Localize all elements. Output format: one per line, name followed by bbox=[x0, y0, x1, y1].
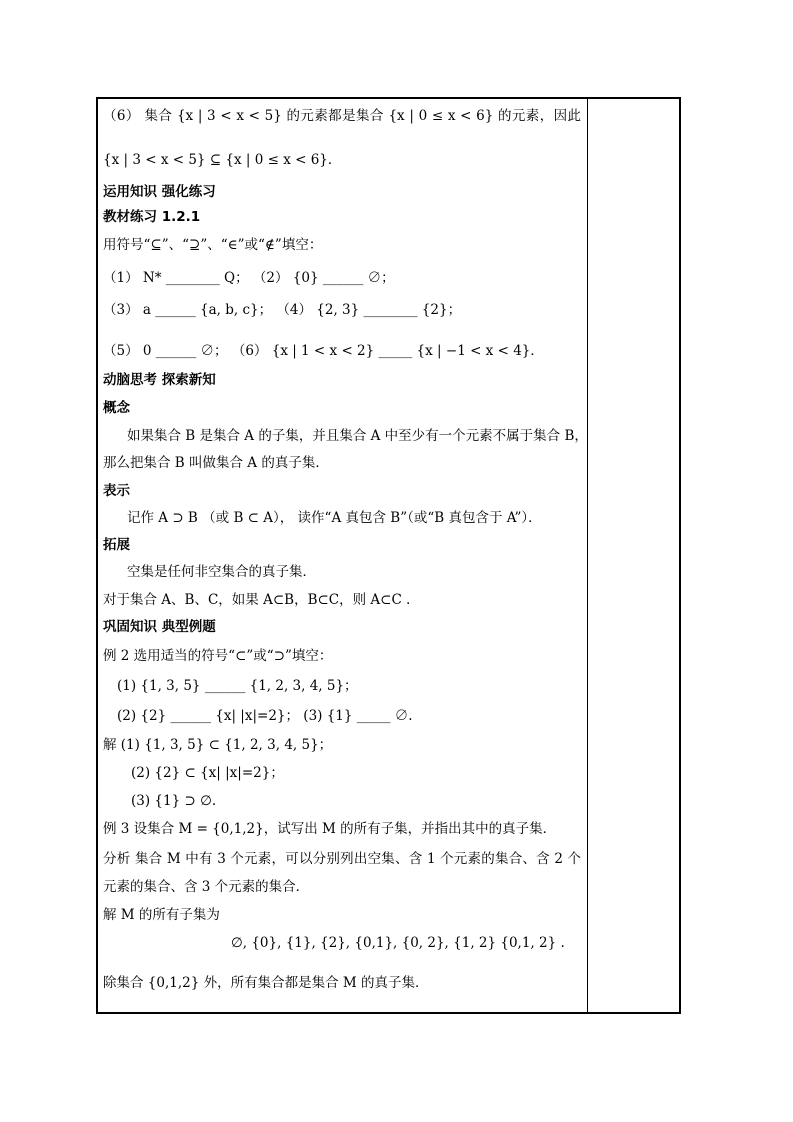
example-line: (1) {1, 3, 5} ______ {1, 2, 3, 4, 5}； bbox=[117, 678, 358, 694]
text-line: 用符号“⊆”、“⊇”、“∈”或“∉”填空： bbox=[103, 237, 323, 253]
text-line: 记作 A ⊃ B （或 B ⊂ A）， 读作“A 真包含 B”（或“B 真包含于 A”）． bbox=[127, 510, 542, 526]
text-line: （6） 集合 {x | 3 < x < 5} 的元素都是集合 {x | 0 ≤ x < 6} 的元素，因此 bbox=[103, 108, 581, 124]
analysis-line: 元素的集合、含 3 个元素的集合． bbox=[103, 879, 310, 895]
example-line: 例 3 设集合 M = {0,1,2}，试写出 M 的所有子集，并指出其中的真子集． bbox=[103, 821, 557, 837]
table-frame bbox=[96, 97, 681, 1014]
section-heading: 运用知识 强化练习 bbox=[103, 184, 216, 200]
exercise-line: （3） a ______ {a, b, c}； （4） {2, 3} ________ {2}； bbox=[103, 302, 462, 318]
exercise-line: （5） 0 ______ ∅； （6） {x | 1 < x < 2} _____ {x | −1 < x < 4}． bbox=[103, 343, 544, 359]
section-heading: 教材练习 1.2.1 bbox=[103, 209, 201, 225]
example-line: 例 2 选用适当的符号“⊂”或“⊃”填空： bbox=[103, 648, 333, 664]
text-line: 那么把集合 B 叫做集合 A 的真子集． bbox=[103, 455, 329, 471]
solution-line: 解 (1) {1, 3, 5} ⊂ {1, 2, 3, 4, 5}； bbox=[103, 737, 333, 753]
exercise-line: （1） N* ________ Q； （2） {0} ______ ∅； bbox=[103, 270, 395, 286]
example-line: (2) {2} ______ {x| |x|=2}； (3) {1} _____ ∅. bbox=[117, 708, 413, 724]
text-line: {x | 3 < x < 5} ⊆ {x | 0 ≤ x < 6}． bbox=[103, 152, 342, 168]
solution-line: (2) {2} ⊂ {x| |x|=2}； bbox=[131, 765, 284, 781]
text-line: 空集是任何非空集合的真子集． bbox=[127, 564, 316, 580]
text-line: 除集合 {0,1,2} 外，所有集合都是集合 M 的真子集． bbox=[103, 975, 429, 991]
section-heading: 表示 bbox=[103, 483, 130, 499]
text-line: 如果集合 B 是集合 A 的子集，并且集合 A 中至少有一个元素不属于集合 B， bbox=[127, 428, 588, 444]
text-line: 对于集合 A、B、C，如果 A⊂B，B⊂C，则 A⊂C ． bbox=[103, 592, 420, 608]
section-heading: 巩固知识 典型例题 bbox=[103, 619, 216, 635]
section-heading: 概念 bbox=[103, 400, 130, 416]
solution-line: 解 M 的所有子集为 bbox=[103, 907, 220, 923]
analysis-line: 分析 集合 M 中有 3 个元素，可以分别列出空集、含 1 个元素的集合、含 2 个 bbox=[103, 851, 581, 867]
column-divider bbox=[587, 97, 588, 1014]
section-heading: 动脑思考 探索新知 bbox=[103, 372, 216, 388]
solution-line: (3) {1} ⊃ ∅. bbox=[131, 793, 217, 809]
subset-list: ∅, {0}, {1}, {2}, {0,1}, {0, 2}, {1, 2} {0,1, 2} . bbox=[231, 935, 565, 951]
section-heading: 拓展 bbox=[103, 537, 130, 553]
